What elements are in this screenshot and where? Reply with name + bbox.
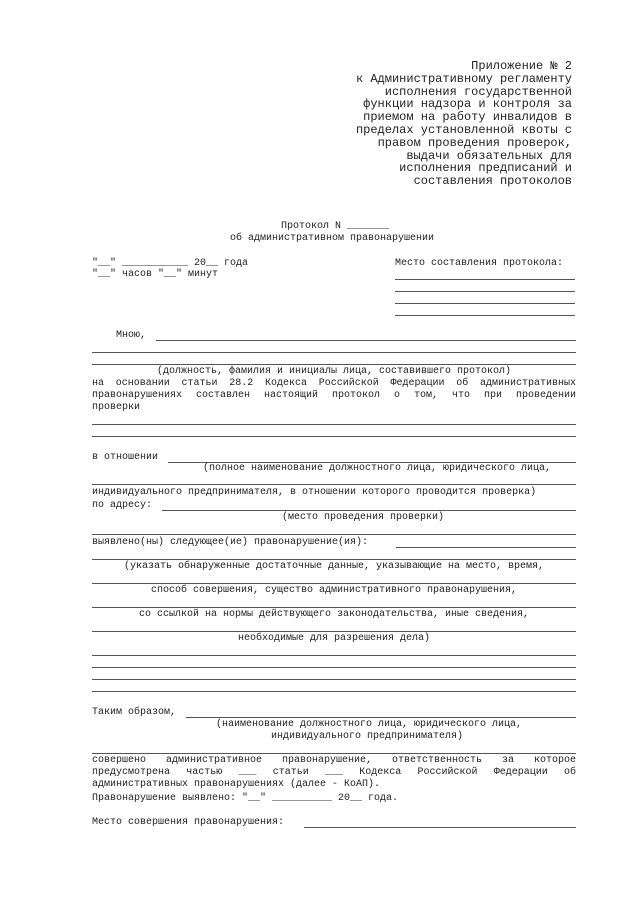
by-me-label: Мною, bbox=[116, 330, 147, 341]
violation-blank[interactable] bbox=[92, 679, 576, 680]
violation-blank[interactable] bbox=[92, 691, 576, 692]
regarding-caption: (полное наименование должностного лица, юридического лица, bbox=[203, 463, 552, 474]
protocol-title: Протокол N _______ bbox=[281, 221, 390, 232]
address-caption: (место проведения проверки) bbox=[282, 512, 445, 523]
annex-line: составления протоколов bbox=[413, 174, 572, 189]
annex-line: приемом на работу инвалидов в bbox=[363, 110, 572, 125]
annex-line: исполнения государственной bbox=[384, 84, 572, 99]
offense-place-label: Место совершения правонарушения: bbox=[92, 817, 285, 828]
annex-block bbox=[310, 60, 572, 188]
annex-line: выдачи обязательных для bbox=[406, 148, 572, 163]
annex-line: правом проведения проверок, bbox=[377, 135, 572, 150]
violation-blank[interactable] bbox=[92, 631, 576, 632]
thus-blank[interactable] bbox=[186, 717, 576, 718]
thus-label: Таким образом, bbox=[92, 707, 177, 718]
regarding-blank[interactable] bbox=[92, 484, 576, 485]
time-line: "__" часов "__" минут bbox=[92, 269, 219, 280]
basis-paragraph bbox=[92, 378, 576, 414]
address-label: по адресу: bbox=[92, 500, 153, 511]
by-me-blank[interactable] bbox=[92, 364, 576, 365]
basis-line: проверки bbox=[92, 402, 141, 413]
thus-caption: (наименование должностного лица, юридического лица, bbox=[216, 719, 523, 730]
by-me-caption: (должность, фамилия и инициалы лица, составившего протокол) bbox=[156, 366, 512, 377]
place-blank-line[interactable] bbox=[395, 279, 575, 280]
committed-line: административных правонарушениях (далее - КоАП). bbox=[92, 779, 381, 790]
violation-caption: необходимые для разрешения дела) bbox=[237, 633, 431, 644]
violation-blank[interactable] bbox=[92, 607, 576, 608]
annex-line: пределах установленной квоты с bbox=[355, 122, 572, 137]
basis-blank[interactable] bbox=[92, 424, 576, 425]
regarding-label: в отношении bbox=[92, 452, 159, 463]
violation-blank[interactable] bbox=[92, 655, 576, 656]
detected-line: Правонарушение выявлено: "__" __________ 20__ года. bbox=[92, 793, 399, 804]
annex-line: исполнения предписаний и bbox=[399, 161, 572, 176]
regarding-caption: индивидуального предпринимателя, в отношении которого проводится проверка) bbox=[92, 487, 537, 498]
address-blank[interactable] bbox=[162, 510, 576, 511]
annex-line: к Административному регламенту bbox=[355, 71, 572, 86]
violation-caption: (указать обнаруженные достаточные данные, указывающие на место, время, bbox=[123, 561, 545, 572]
place-label: Место составления протокола: bbox=[395, 258, 564, 269]
violation-caption: способ совершения, существо административного правонарушения, bbox=[150, 585, 518, 596]
by-me-blank[interactable] bbox=[156, 340, 576, 341]
place-blank-line[interactable] bbox=[395, 315, 575, 316]
basis-blank[interactable] bbox=[92, 436, 576, 437]
by-me-blank[interactable] bbox=[92, 352, 576, 353]
violation-label: выявлено(ны) следующее(ие) правонарушение(ия): bbox=[92, 537, 369, 548]
protocol-subtitle: об административном правонарушении bbox=[230, 233, 435, 244]
thus-blank[interactable] bbox=[92, 753, 576, 754]
committed-line: совершено административное правонарушение, ответственность за которое bbox=[92, 755, 576, 766]
violation-blank[interactable] bbox=[92, 667, 576, 668]
violation-blank[interactable] bbox=[92, 559, 576, 560]
basis-line: правонарушениях составлен настоящий протокол о том, что при проведении bbox=[92, 390, 576, 401]
committed-paragraph bbox=[92, 755, 576, 791]
violation-blank[interactable] bbox=[396, 547, 576, 548]
annex-line: Приложение № 2 bbox=[471, 59, 572, 73]
committed-line: предусмотрена частью ___ статьи ___ Кодекса Российской Федерации об bbox=[92, 767, 576, 778]
offense-place-blank[interactable] bbox=[304, 827, 576, 828]
violation-blank[interactable] bbox=[92, 583, 576, 584]
address-blank[interactable] bbox=[92, 534, 576, 535]
place-blank-line[interactable] bbox=[395, 303, 575, 304]
basis-line: на основании статьи 28.2 Кодекса Российской Федерации об административных bbox=[92, 378, 576, 389]
place-blank-line[interactable] bbox=[395, 291, 575, 292]
annex-line: функции надзора и контроля за bbox=[363, 97, 572, 112]
thus-caption: индивидуального предпринимателя) bbox=[271, 731, 464, 742]
violation-caption: со ссылкой на нормы действующего законодательства, иные сведения, bbox=[138, 609, 530, 620]
date-line: "__" ___________ 20__ года bbox=[92, 258, 249, 269]
